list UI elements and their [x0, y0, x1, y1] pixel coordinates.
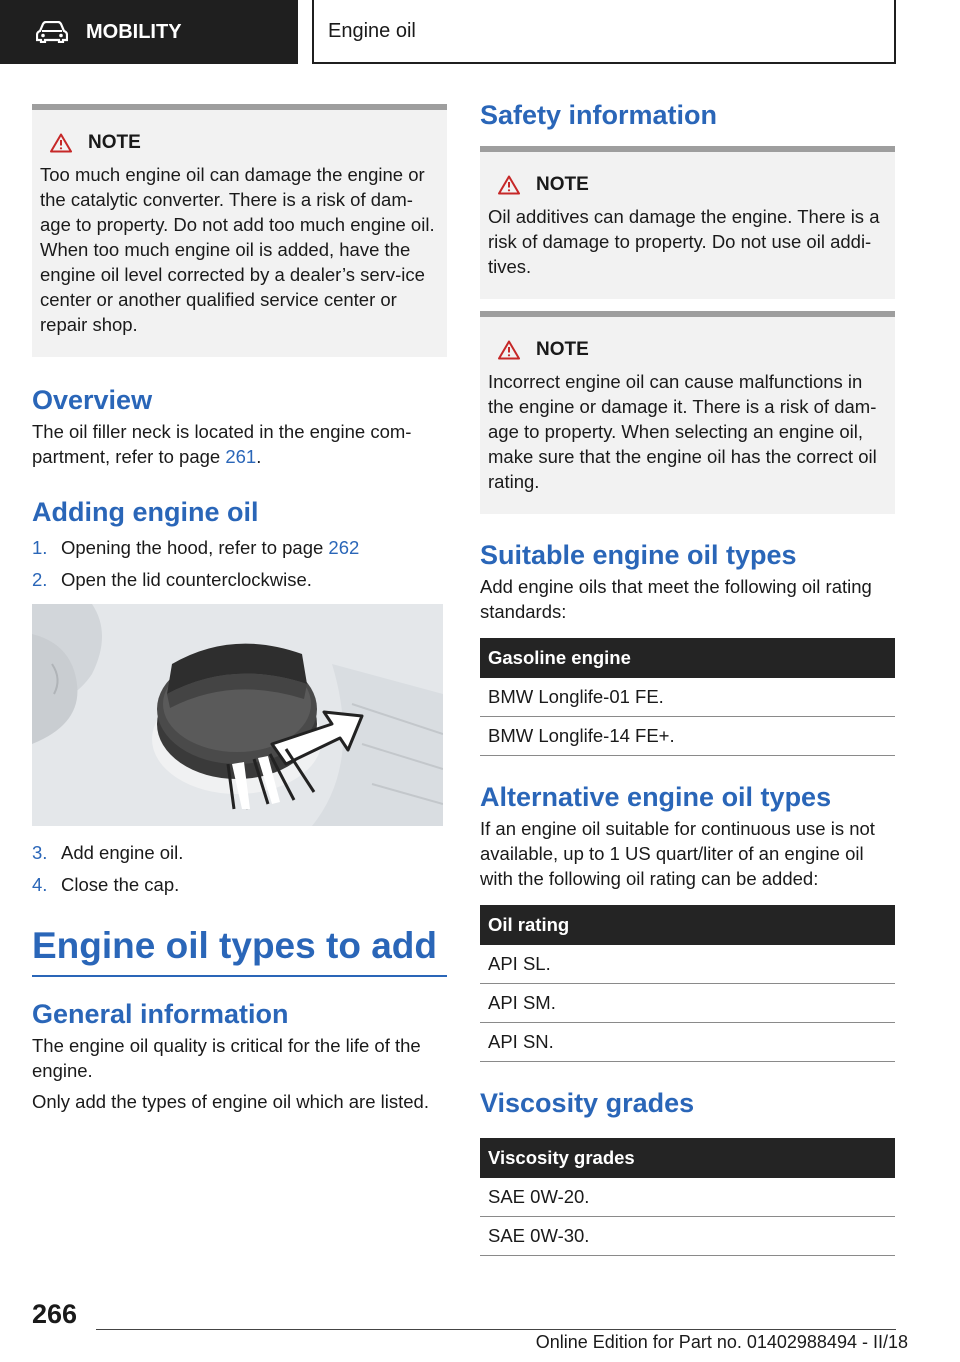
note-box: [480, 146, 895, 299]
list-item: [32, 872, 447, 897]
warning-triangle-icon: [50, 133, 72, 153]
steps-list-continued: [32, 840, 447, 897]
table-header: Oil rating: [480, 905, 895, 945]
oil-cap-illustration: [32, 604, 443, 826]
page-ref-link[interactable]: 261: [225, 446, 257, 467]
step-text: Opening the hood, refer to page: [61, 537, 329, 558]
note-text: Oil additives can damage the engine. There is a risk of damage to property. Do not use oil addi-tives.: [488, 206, 880, 277]
step-number: 2.: [32, 569, 48, 590]
note-box: [480, 311, 895, 514]
table-row: BMW Longlife-14 FE+.: [480, 717, 895, 756]
steps-list: [32, 535, 447, 592]
right-column: [480, 98, 895, 1256]
general-info-text-2: Only add the types of engine oil which are listed.: [32, 1091, 429, 1112]
alternative-types-text: If an engine oil suitable for continuous use is not available, up to 1 US quart/liter of an engine oil with the following oil rating can be added:: [480, 818, 875, 889]
table-row: SAE 0W-30.: [480, 1217, 895, 1256]
suitable-types-text: Add engine oils that meet the following oil rating standards:: [480, 576, 872, 622]
note-text: Incorrect engine oil can cause malfunctions in the engine or damage it. There is a risk of dam-age to property. When selecting an engine oil, make sure that the engine oil has the correct oil rating.: [488, 371, 877, 492]
page-ref-link[interactable]: 262: [328, 537, 360, 558]
suitable-types-heading: Suitable engine oil types: [480, 540, 797, 570]
note-text: Too much engine oil can damage the engine or the catalytic converter. There is a risk of dam-age to property. Do not add too much engine oil. When too much engine oil is added, have the engine oil level corrected by a dealer’s serv-ice center or another qualified service center or repair shop.: [40, 164, 435, 335]
section-tab: [0, 0, 298, 64]
note-box: [32, 104, 447, 357]
list-item: [32, 535, 447, 560]
overview-heading: Overview: [32, 385, 153, 415]
note-label: NOTE: [536, 339, 589, 360]
list-item: [32, 840, 447, 865]
overview-body: The oil filler neck is located in the engine com-partment, refer to page: [32, 421, 412, 467]
table-header: Viscosity grades: [480, 1138, 895, 1178]
general-info-text: The engine oil quality is critical for the life of the engine.: [32, 1035, 421, 1081]
table-header: Gasoline engine: [480, 638, 895, 678]
adding-oil-heading: Adding engine oil: [32, 497, 259, 527]
edition-text: Online Edition for Part no. 01402988494 - II/18: [535, 1332, 908, 1352]
alternative-types-heading: Alternative engine oil types: [480, 782, 832, 812]
car-icon: [36, 21, 68, 43]
viscosity-table: [480, 1138, 895, 1256]
left-column: [32, 104, 447, 1114]
step-text: Open the lid counterclockwise.: [61, 569, 312, 590]
note-label: NOTE: [88, 132, 141, 153]
overview-text: [32, 419, 447, 469]
table-row: API SL.: [480, 945, 895, 984]
table-row: SAE 0W-20.: [480, 1178, 895, 1217]
oil-rating-table: [480, 905, 895, 1062]
table-row: API SN.: [480, 1023, 895, 1062]
warning-triangle-icon: [498, 340, 520, 360]
safety-info-heading: Safety information: [480, 100, 718, 130]
step-number: 1.: [32, 537, 48, 558]
step-number: 3.: [32, 842, 48, 863]
step-number: 4.: [32, 874, 48, 895]
overview-end: .: [256, 446, 262, 467]
page-number: 266: [32, 1299, 78, 1329]
list-item: [32, 567, 447, 592]
oil-types-heading: Engine oil types to add: [32, 923, 447, 977]
footer-divider: [96, 1329, 896, 1330]
step-text: Close the cap.: [61, 874, 180, 895]
table-row: API SM.: [480, 984, 895, 1023]
viscosity-heading: Viscosity grades: [480, 1088, 695, 1118]
section-label: MOBILITY: [86, 20, 182, 43]
page-header-title: Engine oil: [312, 0, 896, 64]
step-text: Add engine oil.: [61, 842, 184, 863]
warning-triangle-icon: [498, 175, 520, 195]
note-label: NOTE: [536, 174, 589, 195]
general-info-heading: General information: [32, 999, 289, 1029]
table-row: BMW Longlife-01 FE.: [480, 678, 895, 717]
gasoline-engine-table: [480, 638, 895, 756]
